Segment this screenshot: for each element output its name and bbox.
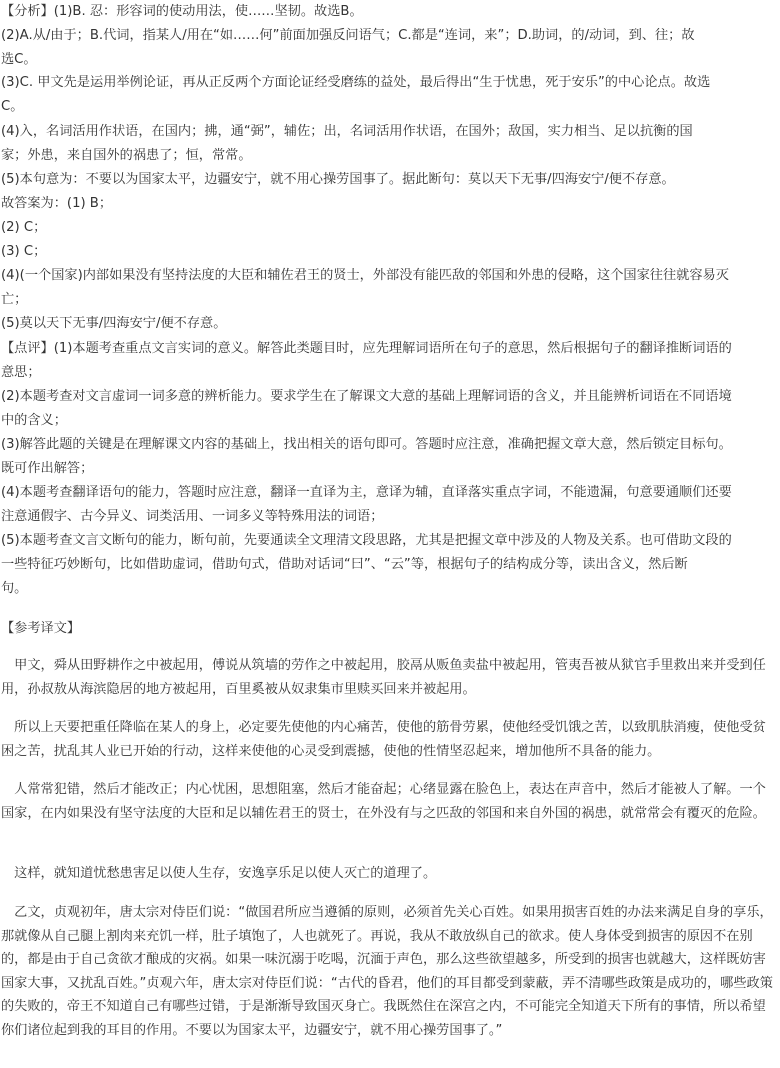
translation-text: 乙文，贞观初年，唐太宗对侍臣们说：“做国君所应当遵循的原则，必须首先关心百姓。如果用损害百姓的办法来满足自身的享乐，那就像从自己腿上割肉来充饥一样，肚子填饱了，人也就死了。再说，我从不敢放纵自己的欲求。使人身体受到损害的原因不在别的，都是由于自己贪欲才酿成的灾祸。如果一味沉溺于吃喝，沉湎于声色，那么这些欲望越多，所受到的损害也就越大，这样既妨害国家大事，又扰乱百姓。”贞观六年，唐太宗对侍臣们说：“古代的昏君，他们的耳目都受到蒙蔽，弄不清哪些政策是成功的，哪些政策的失败的，帝王不知道自己有哪些过错，于是渐渐导致国灭身亡。我既然住在深宫之内，不可能完全知道天下所有的事情，所以希望你们诸位起到我的耳目的作用。不要以为国家太平，边疆安宁，就不用心操劳国事了。” xyxy=(1,905,773,1038)
answer-line: 故答案为：(1) B； xyxy=(1,196,113,211)
comment-line: 一些特征巧妙断句，比如借助虚词，借助句式，借助对话词“曰”、“云”等，根据句子的结构成分等，读出含义，然后断 xyxy=(1,557,688,572)
comment-line: 中的含义； xyxy=(1,413,67,428)
translation-text: 这样，就知道忧愁患害足以使人生存，安逸享乐足以使人灭亡的道理了。 xyxy=(1,866,437,881)
analysis-line: 【分析】(1)B. 忍：形容词的使动用法，使……坚韧。故选B。 xyxy=(1,4,363,19)
translation-paragraph xyxy=(1,716,777,763)
comment-line: (2)本题考查对文言虚词一词多意的辨析能力。要求学生在了解课文大意的基础上理解词语的含义，并且能辨析词语在不同语境 xyxy=(1,389,732,404)
comment-line: (5)本题考查文言文断句的能力，断句前，先要通读全文理清文段思路，尤其是把握文章中涉及的人物及关系。也可借助文段的 xyxy=(1,533,732,548)
answer-line: (2) C； xyxy=(1,220,47,235)
comment-line: 既可作出解答； xyxy=(1,461,94,476)
answer-line: (3) C； xyxy=(1,244,47,259)
answer-line: 亡； xyxy=(1,292,28,307)
translation-heading: 【参考译文】 xyxy=(1,621,81,636)
comment-line: 注意通假字、古今异义、词类活用、一词多义等特殊用法的词语； xyxy=(1,509,384,524)
translation-text: 人常常犯错，然后才能改正；内心忧困，思想阻塞，然后才能奋起；心绪显露在脸色上，表达在声音中，然后才能被人了解。一个国家，在内如果没有坚守法度的大臣和足以辅佐君王的贤士，在外没有与之匹敌的邻国和来自外国的祸患，就常常会有覆灭的危险。 xyxy=(1,782,766,821)
translation-text: 所以上天要把重任降临在某人的身上，必定要先使他的内心痛苦，使他的筋骨劳累，使他经受饥饿之苦，以致肌肤消瘦，使他受贫困之苦，扰乱其人业已开始的行动，这样来使他的心灵受到震撼，使他的性情坚忍起来，增加他所不具备的能力。 xyxy=(1,720,766,759)
answer-line: (5)莫以天下无事/四海安宁/便不存意。 xyxy=(1,316,227,331)
analysis-line: (4)入，名词活用作状语，在国内；拂，通“弼”，辅佐；出，名词活用作状语，在国外；敌国，实力相当、足以抗衡的国 xyxy=(1,124,693,139)
analysis-line: 家；外患，来自国外的祸患了；恒，常常。 xyxy=(1,148,252,163)
translation-text: 甲文，舜从田野耕作之中被起用，傅说从筑墙的劳作之中被起用，胶鬲从贩鱼卖盐中被起用，管夷吾被从狱官手里救出来并受到任用，孙叔敖从海滨隐居的地方被起用，百里奚被从奴隶集市里赎买回来并被起用。 xyxy=(1,658,766,697)
comment-line: 句。 xyxy=(1,581,28,596)
analysis-line: 选C。 xyxy=(1,52,37,67)
comment-line: (4)本题考查翻译语句的能力，答题时应注意，翻译一直译为主，意译为辅，直译落实重点字词，不能遗漏，句意要通顺们还要 xyxy=(1,485,732,500)
answer-line: (4)(一个国家)内部如果没有坚持法度的大臣和辅佐君王的贤士，外部没有能匹敌的邻国和外患的侵略，这个国家往往就容易灭 xyxy=(1,268,729,283)
translation-paragraph xyxy=(1,901,777,1043)
translation-paragraph xyxy=(1,862,777,886)
translation-paragraph xyxy=(1,654,777,701)
comment-line: 【点评】(1)本题考查重点文言实词的意义。解答此类题目时，应先理解词语所在句子的意思，然后根据句子的翻译推断词语的 xyxy=(1,341,732,356)
analysis-line: C。 xyxy=(1,99,24,114)
comment-line: 意思； xyxy=(1,365,41,380)
analysis-line: (3)C. 甲文先是运用举例论证，再从正反两个方面论证经受磨练的益处，最后得出“生于忧患，死于安乐”的中心论点。故选 xyxy=(1,75,711,90)
comment-line: (3)解答此题的关键是在理解课文内容的基础上，找出相关的语句即可。答题时应注意，准确把握文章大意，然后锁定目标句。 xyxy=(1,437,732,452)
analysis-line: (5)本句意为：不要以为国家太平，边疆安宁，就不用心操劳国事了。据此断句：莫以天下无事/四海安宁/便不存意。 xyxy=(1,172,675,187)
translation-paragraph xyxy=(1,778,777,825)
analysis-line: (2)A.从/由于；B.代词，指某人/用在“如……何”前面加强反问语气；C.都是“连词，来”；D.助词，的/动词，到、往；故 xyxy=(1,28,695,43)
